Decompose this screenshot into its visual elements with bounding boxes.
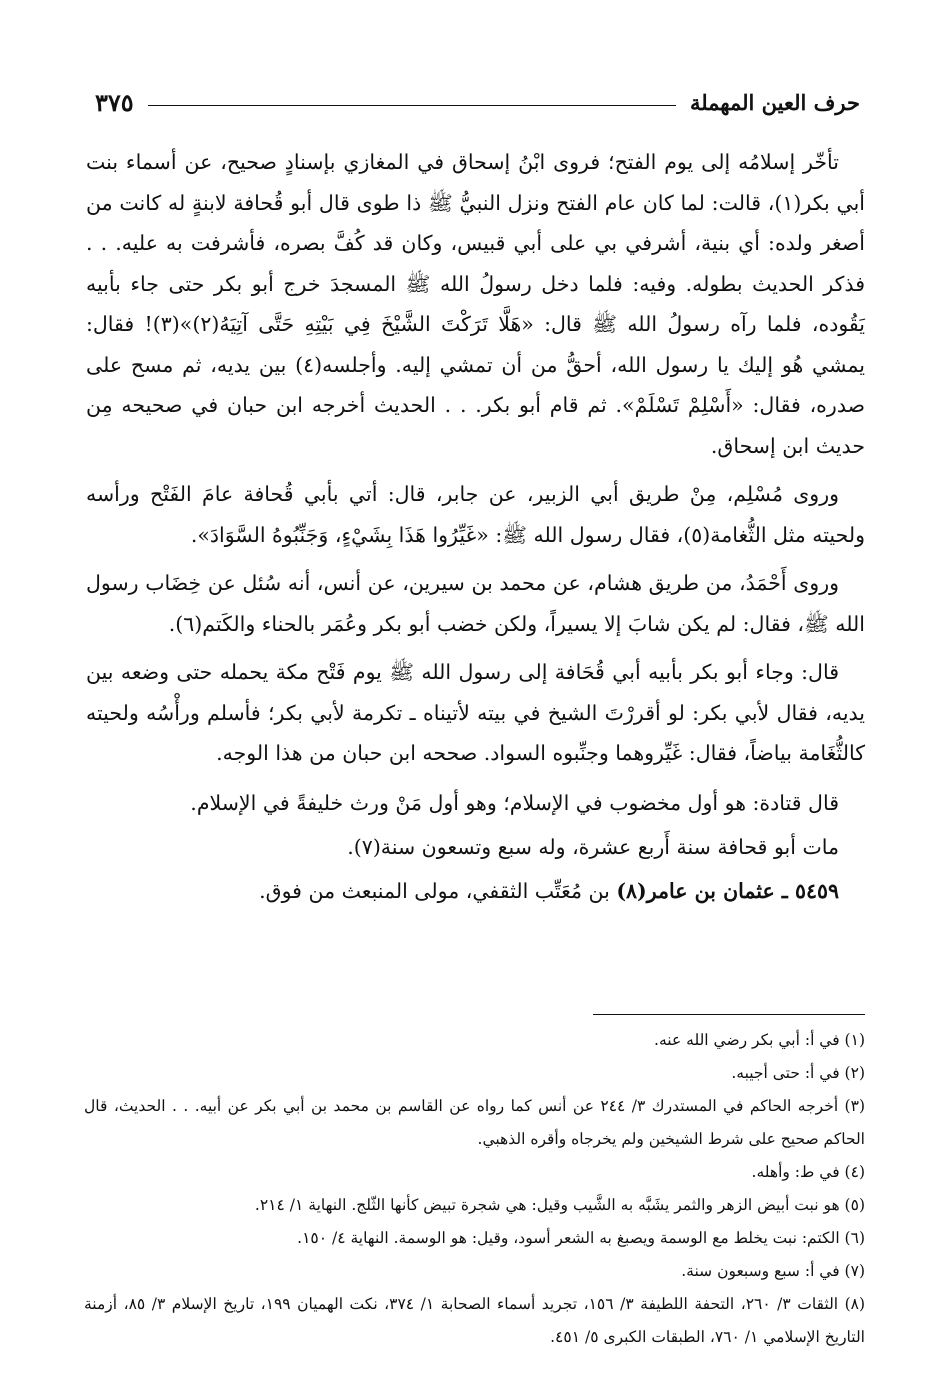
entry-title: بن مُعَتِّب الثقفي، مولى المنبعث من فوق. xyxy=(259,878,617,903)
paragraph-4: قال: وجاء أبو بكر بأبيه أبي قُحَافة إلى رسول الله ﷺ يوم فَتْح مكة يحمله حتى وضعه بين يديه، فقال لأبي بكر: لو أقررْتَ الشيخ في بيته لأتيناه ـ تكرمة لأبي بكر؛ فأسلم ورأْسُه ولحيته كالثُّغَامة بياضاً، فقال: غَيِّروهما وجنِّبوه السواد. صححه ابن حبان من هذا الوجه. xyxy=(86,660,865,765)
footnote-4: (٤) في ط: وأهله. xyxy=(751,1163,865,1181)
header-rule xyxy=(148,105,676,106)
paragraph-2: وروى مُسْلِم، مِنْ طريق أبي الزبير، عن جابر، قال: أتي بأبي قُحافة عامَ الفَتْح ورأسه ولحيته مثل الثُّغامة(٥)، فقال رسول الله ﷺ: «غَيِّرُوا هَذَا بِشَيْءٍ، وَجَنِّبُوهُ السَّوَادَ». xyxy=(86,482,865,547)
footnote-5: (٥) هو نبت أبيض الزهر والثمر يشَبَّه به الشَّيب وقيل: هي شجرة تبيض كأنها الثّلج. النهاية ١/ ٢١٤. xyxy=(254,1196,865,1214)
footnote-3: (٣) أخرجه الحاكم في المستدرك ٣/ ٢٤٤ عن أنس كما رواه عن القاسم بن محمد بن أبي بكر عن أبيه. . . الحديث، قال الحاكم صحيح على شرط الشيخين ولم يخرجاه وأقره الذهبي. xyxy=(84,1097,865,1148)
footnote-7: (٧) في أ: سبع وسبعون سنة. xyxy=(681,1262,865,1280)
paragraph-1: تأخّر إسلامُه إلى يوم الفتح؛ فروى ابْنُ إسحاق في المغازي بإسنادٍ صحيح، عن أسماء بنت أبي بكر(١)، قالت: لما كان عام الفتح ونزل النبيُّ ﷺ ذا طوى قال أبو قُحافة لابنةٍ له كانت من أصغر ولده: أي بنية، أشرفي بي على أبي قبيس، وكان قد كُفَّ بصره، فأشرفت به عليه. . . فذكر الحديث بطوله. وفيه: فلما دخل رسولُ الله ﷺ المسجدَ خرج أبو بكر حتى جاء بأبيه يَقُوده، فلما رآه رسولُ الله ﷺ قال: «هَلَّا تَرَكْتَ الشَّيْخَ فِي بَيْتِهِ حَتَّى آتِيَهُ(٢)»(٣)! فقال: يمشي هُو إليك يا رسول الله، أحقُّ من أن تمشي إليه. وأجلسه(٤) بين يديه، ثم مسح على صدره، فقال: «أَسْلِمْ تَسْلَمْ». ثم قام أبو بكر. . . الحديث أخرجه ابن حبان في صحيحه مِن حديث ابن إسحاق. xyxy=(86,150,866,458)
paragraph-6: مات أبو قحافة سنة أَربع عشرة، وله سبع وتسعون سنة(٧). xyxy=(347,834,839,859)
main-text xyxy=(86,142,865,914)
entry-number: ٥٤٥٩ ـ عثمان بن عامر(٨) xyxy=(616,878,839,903)
footnotes xyxy=(84,1024,865,1354)
footnote-1: (١) في أ: أبي بكر رضي الله عنه. xyxy=(654,1031,865,1049)
footnote-8: (٨) الثقات ٣/ ٢٦٠، التحفة اللطيفة ٣/ ١٥٦، تجريد أسماء الصحابة ١/ ٣٧٤، نكت الهميان ١٩٩، تاريخ الإسلام ٣/ ٨٥، أزمنة التاريخ الإسلامي ١/ ٧٦٠، الطبقات الكبرى ٥/ ٤٥١. xyxy=(84,1295,866,1346)
footnote-2: (٢) في أ: حتى أجيبه. xyxy=(731,1064,865,1082)
page-number: ٣٧٥ xyxy=(95,87,134,117)
page-header xyxy=(95,82,860,122)
entry-heading xyxy=(86,870,865,912)
footnote-separator xyxy=(593,1014,865,1015)
paragraph-5: قال قتادة: هو أول مخضوب في الإسلام؛ وهو أول مَنْ ورث خليفةً في الإسلام. xyxy=(190,790,839,815)
paragraph-3: وروى أَحْمَدُ، من طريق هشام، عن محمد بن سيرين، عن أنس، أنه سُئل عن خِضَاب رسول الله ﷺ، فقال: لم يكن شابَ إلا يسيراً، ولكن خضب أبو بكر وعُمَر بالحناء والكَتم(٦). xyxy=(86,571,865,636)
footnote-6: (٦) الكتم: نبت يخلط مع الوسمة ويصبغ به الشعر أسود، وقيل: هو الوسمة. النهاية ٤/ ١٥٠. xyxy=(297,1229,865,1247)
running-title: حرف العين المهملة xyxy=(689,89,860,115)
